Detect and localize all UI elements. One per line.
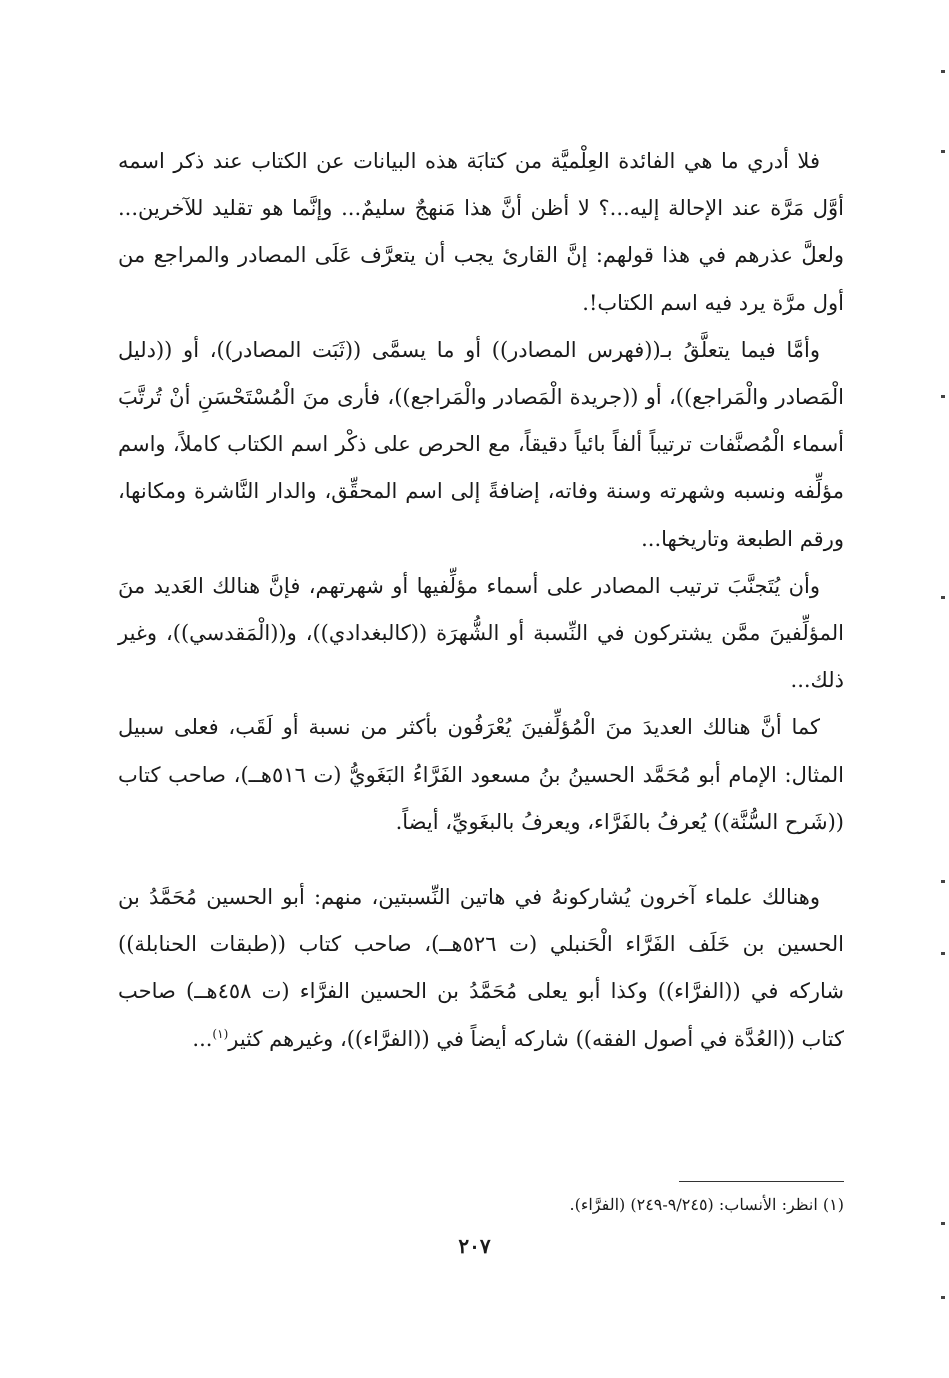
footnote-divider bbox=[679, 1181, 844, 1182]
paragraph-5 bbox=[118, 874, 844, 1063]
scan-edge-mark bbox=[941, 70, 945, 73]
scan-edge-mark bbox=[941, 596, 945, 599]
scan-edge-mark bbox=[941, 150, 945, 153]
footnote-reference: (١) bbox=[212, 1026, 229, 1041]
page-number: ٢٠٧ bbox=[458, 1234, 491, 1258]
paragraph-1: فلا أدري ما هي الفائدة العِلْميَّة من كتابَة هذه البيانات عن الكتاب عند ذكر اسمه أوَّل مَرَّة عند الإحالة إليه...؟ لا أظن أنَّ هذا مَنهجٌ سليمٌ... وإنَّما هو تقليد للآخرين... ولعلَّ عذرهم في هذا قولهم: إنَّ القارئ يجب أن يتعرَّف عَلَى المصادر والمراجع من أول مرَّة يرد فيه اسم الكتاب!. bbox=[118, 149, 844, 315]
paragraph-5-text: وهنالك علماء آخرون يُشاركونهُ في هاتين النِّسبتين، منهم: أبو الحسين مُحَمَّدُ بن الحسين بن خَلَف الفَرَّاء الْحَنبلي (ت ٥٢٦هــ)، صاحب كتاب ((طبقات الحنابلة)) شاركه في ((الفرَّاء)) وكذا أبو يعلى مُحَمَّدُ بن الحسين الفرَّاء (ت ٤٥٨هــ) صاحب كتاب ((العُدَّة في أصول الفقه)) شاركه أيضاً في ((الفرَّاء))، وغيرهم كثير bbox=[118, 885, 845, 1051]
paragraph-3: وأن يُتَجنَّبَ ترتيب المصادر على أسماء مؤلِّفيها أو شهرتهم، فإنَّ هنالك العَديد منَ المؤلِّفينَ ممَّن يشتركون في النِّسبة أو الشُّهرَة ((كالبغدادي))، و((الْمَقدسي))، وغير ذلك... bbox=[118, 573, 844, 693]
scan-edge-mark bbox=[941, 1296, 945, 1299]
scan-edge-mark bbox=[941, 880, 945, 883]
main-text bbox=[118, 138, 844, 1063]
scan-edge-mark bbox=[941, 952, 945, 955]
paragraph-4: كما أنَّ هنالك العديدَ منَ الْمُؤلِّفينَ يُعْرَفُون بأكثر من نسبة أو لَقَب، فعلى سبيل المثال: الإمام أبو مُحَمَّد الحسينُ بنُ مسعود الفَرَّاءُ البَغَويُّ (ت ٥١٦هــ)، صاحب كتاب ((شَرح السُّنَّة)) يُعرفُ بالفَرَّاء، ويعرفُ بالبغَويِّ، أيضاً. bbox=[118, 715, 844, 834]
paragraph-5-ellipsis: ... bbox=[192, 1026, 213, 1051]
footnote: (١) انظر: الأنساب: (٩/٢٤٥-٢٤٩) (الفرَّاء). bbox=[569, 1195, 844, 1214]
scan-edge-mark bbox=[941, 1222, 945, 1225]
paragraph-2: وأمَّا فيما يتعلَّقُ بـ((فهرس المصادر)) أو ما يسمَّى ((ثَبَت المصادر))، أو ((دليل الْمَصادر والْمَراجع))، أو ((جريدة الْمَصادر والْمَراجع))، فأرى منَ الْمُسْتَحْسَنِ أنْ تُرتَّبَ أسماء الْمُصنَّفات ترتيباً ألفاً بائياً دقيقاً، مع الحرص على ذكْر اسم الكتاب كاملاً، واسم مؤلِّفه ونسبه وشهرته وسنة وفاته، إضافةً إلى اسم المحقِّق، والدار النَّاشرة ومكانها، ورقم الطبعة وتاريخها... bbox=[118, 337, 844, 551]
scan-edge-mark bbox=[941, 395, 945, 398]
